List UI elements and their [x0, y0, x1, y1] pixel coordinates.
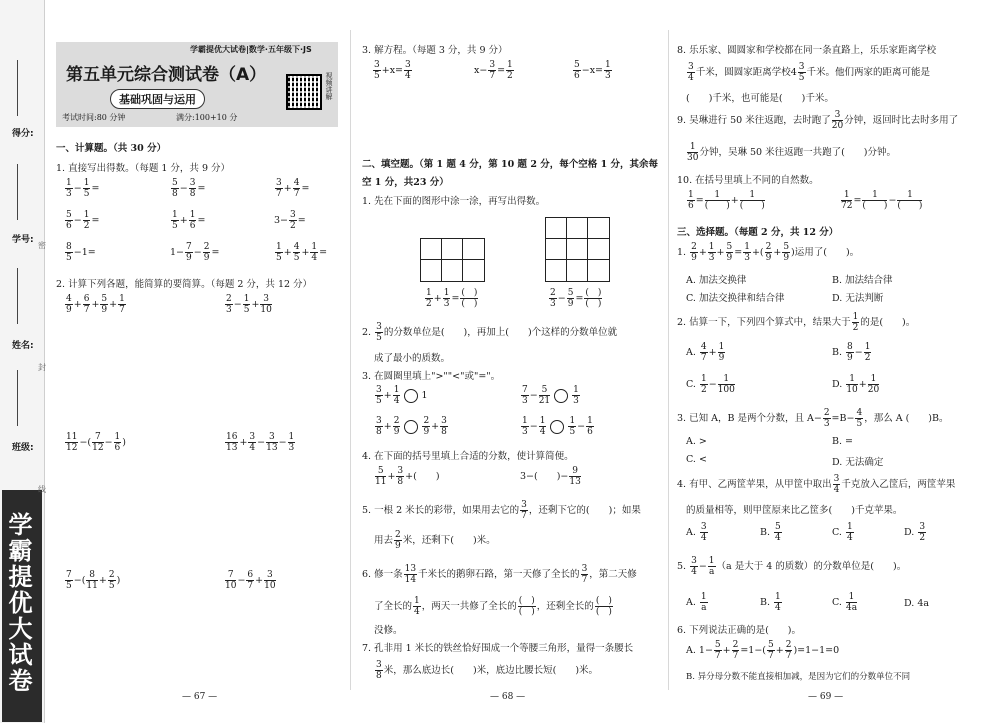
expr-1-5: $\frac{1}{5}$ + $\frac{1}{6}$ =: [172, 210, 206, 231]
choice-2-option-a: A. $\frac{4}{7}$ + $\frac{1}{9}$: [686, 342, 725, 363]
expr-2-6: $\frac{7}{10}$ − $\frac{6}{7}$ + $\frac{3}{10}$: [225, 570, 276, 591]
expr-1-1: $\frac{1}{3}$ − $\frac{1}{5}$ =: [66, 178, 100, 199]
compare-1: $\frac{3}{5}$ + $\frac{1}{4}$ 1: [376, 385, 428, 406]
fill-question-8: 8. 乐乐家、圆圆家和学校都在同一条直路上，乐乐家距离学校: [677, 45, 937, 56]
question-3: 3. 解方程。（每题 3 分，共 9 分）: [362, 45, 508, 56]
shading-grid-2: [545, 217, 610, 282]
qr-code: [286, 74, 322, 110]
choice-5-option-b: B. $\frac{1}{4}$: [760, 592, 781, 613]
score-line: [17, 60, 18, 116]
page-title: 第五单元综合测试卷（A）: [66, 65, 267, 85]
fill-question-10: 10. 在括号里填上不同的自然数。: [677, 175, 819, 186]
brand-text: 学霸提优大试卷: [4, 512, 32, 694]
choice-2-option-c: C. $\frac{1}{2}$ − $\frac{1}{100}$: [686, 374, 735, 395]
name-line: [17, 268, 18, 324]
cut-mark-2: 封: [38, 363, 46, 372]
choice-3-option-a: A. >: [686, 436, 707, 447]
fill-question-3: 3. 在圆圈里填上">""<"或"="。: [362, 371, 501, 382]
choice-4-option-d: D. $\frac{3}{2}$: [904, 522, 926, 543]
fill-question-6-cont: 了全长的 $\frac{1}{4}$ ，两天一共修了全长的 $\frac{( )}{( )}$ ，还剩全长的 $\frac{( )}{( )}$: [374, 596, 612, 617]
choice-6-option-b: B. 异分母分数不能直接相加减，是因为它们的分数单位不同: [686, 672, 911, 682]
question-2: 2. 计算下列各题，能简算的要简算。（每题 2 分，共 12 分）: [56, 279, 313, 290]
choice-3-option-b: B. =: [832, 436, 853, 447]
expr-2-5: $\frac{7}{5}$ −( $\frac{8}{11}$ + $\frac{2}{5}$ ): [66, 570, 121, 591]
choice-question-3: 3. 已知 A，B 是两个分数，且 A− $\frac{2}{3}$ =B− $\frac{4}{5}$ ，那么 A ( )B。: [677, 408, 949, 429]
expr-1-6: 3− $\frac{3}{2}$ =: [274, 210, 306, 231]
expr-2-3: $\frac{11}{12}$ −( $\frac{7}{12}$ − $\frac{1}{6}$ ): [66, 432, 126, 453]
choice-1-option-d: D. 无法判断: [832, 293, 884, 304]
qr-label: 视频讲解: [325, 72, 333, 100]
compare-3: $\frac{3}{8}$ + $\frac{2}{9}$ $\frac{2}{9}$ + $\frac{3}{8}$: [376, 416, 447, 437]
choice-question-4: 4. 有甲、乙两筐苹果，从甲筐中取出 $\frac{3}{4}$ 千克放入乙筐后，两筐苹果: [677, 474, 956, 495]
fill-question-5-cont: 用去 $\frac{2}{9}$ 米，还剩下( )米。: [374, 530, 496, 551]
expr-1-8: 1− $\frac{7}{9}$ − $\frac{2}{9}$ =: [170, 242, 220, 263]
name-label: 姓名:: [12, 341, 34, 351]
fill-question-2: 2. $\frac{3}{5}$ 的分数单位是( )，再加上( )个这样的分数单位就: [362, 322, 618, 343]
fill-question-6: 6. 修一条 $\frac{13}{14}$ 千米长的鹅卵石路，第一天修了全长的 $\frac{3}{7}$ ，第二天修: [362, 564, 637, 585]
cut-mark-3: 线: [38, 485, 46, 494]
fill-question-5: 5. 一根 2 米长的彩带，如果用去它的 $\frac{3}{7}$ ，还剩下它的( )；如果: [362, 500, 641, 521]
page-number-68: — 68 —: [490, 692, 526, 702]
page-number-69: — 69 —: [808, 692, 844, 702]
choice-2-option-d: D. $\frac{1}{10}$ + $\frac{1}{20}$: [832, 374, 880, 395]
equation-1: $\frac{3}{5}$ +x= $\frac{3}{4}$: [374, 60, 411, 81]
id-line: [17, 164, 18, 220]
choice-1-option-b: B. 加法结合律: [832, 275, 893, 286]
class-line: [17, 370, 18, 426]
cut-mark-1: 密: [38, 241, 46, 250]
section-2-heading-cont: 空 1 分，共23 分）: [362, 177, 449, 188]
expr-2-4: $\frac{16}{13}$ + $\frac{3}{4}$ − $\frac{3}{13}$ − $\frac{1}{3}$: [226, 432, 295, 453]
full-score: 满分:100+10 分: [176, 113, 238, 122]
column-divider-2: [668, 30, 669, 690]
compare-4: $\frac{1}{3}$ − $\frac{1}{4}$ $\frac{1}{5}$ − $\frac{1}{6}$: [522, 416, 593, 437]
expr-1-3: $\frac{3}{7}$ + $\frac{4}{7}$ =: [276, 178, 310, 199]
fill-question-7: 7. 孔非用 1 米长的铁丝恰好围成一个等腰三角形，量得一条腰长: [362, 643, 634, 654]
expr-1-4: $\frac{5}{6}$ − $\frac{1}{2}$ =: [66, 210, 100, 231]
subtitle-badge: 基础巩固与运用: [110, 89, 205, 109]
choice-question-2: 2. 估算一下，下列四个算式中，结果大于 $\frac{1}{2}$ 的是( )。: [677, 312, 916, 333]
id-label: 学号:: [12, 235, 34, 245]
compare-2: $\frac{7}{3}$ − $\frac{5}{21}$ $\frac{1}{3}$: [522, 385, 579, 406]
natural-number-1: $\frac{1}{6}$ = $\frac{1}{( )}$ + $\frac{1}{( )}$: [688, 190, 765, 211]
column-divider-1: [350, 30, 351, 690]
fill-question-2-cont: 成了最小的质数。: [374, 353, 451, 364]
choice-question-4-cont: 的质量相等，则甲筐原来比乙筐多( )千克苹果。: [686, 505, 903, 516]
equation-3: $\frac{5}{6}$ −x= $\frac{1}{3}$: [574, 60, 611, 81]
equation-2: x− $\frac{3}{7}$ = $\frac{1}{2}$: [474, 60, 513, 81]
expr-2-2: $\frac{2}{3}$ − $\frac{1}{5}$ + $\frac{3}{10}$: [226, 294, 272, 315]
choice-2-option-b: B. $\frac{8}{9}$ − $\frac{1}{2}$: [832, 342, 871, 363]
choice-4-option-a: A. $\frac{3}{4}$: [686, 522, 707, 543]
expr-1-2: $\frac{5}{8}$ − $\frac{3}{8}$ =: [172, 178, 206, 199]
expr-1-7: $\frac{8}{5}$ −1=: [66, 242, 96, 263]
choice-5-option-c: C. $\frac{1}{4a}$: [832, 592, 858, 613]
choice-5-option-d: D. 4a: [904, 598, 930, 609]
choice-1-option-a: A. 加法交换律: [686, 275, 747, 286]
series-tag: 学霸提优大试卷|数学·五年级下·JS: [190, 45, 312, 54]
fill-question-9-cont: $\frac{1}{30}$ 分钟，吴琳 50 米往返跑一共跑了( )分钟。: [687, 142, 896, 163]
choice-1-option-c: C. 加法交换律和结合律: [686, 293, 785, 304]
fill-question-6-end: 没修。: [374, 625, 403, 636]
fill-question-8-cont: $\frac{3}{4}$ 千米，圆圆家距离学校4 $\frac{3}{5}$ 千米。他们两家的距离可能是: [688, 62, 931, 83]
choice-6-option-a: A. 1− $\frac{5}{7}$ + $\frac{2}{7}$ =1−( $\frac{5}{7}$ + $\frac{2}{7}$ )=1−1=0: [686, 640, 840, 661]
class-label: 班级:: [12, 443, 34, 453]
question-1: 1. 直接写出得数。（每题 1 分，共 9 分）: [56, 163, 231, 174]
section-2-heading: 二、填空题。（第 1 题 4 分，第 10 题 2 分，每个空格 1 分，其余每: [362, 159, 658, 170]
choice-question-1: 1. $\frac{2}{9}$ + $\frac{1}{3}$ + $\frac{5}{9}$ = $\frac{1}{3}$ +( $\frac{2}{9}$ + $\frac{5}{9}$ )运用了( )。: [677, 242, 860, 263]
fill-question-1: 1. 先在下面的图形中涂一涂，再写出得数。: [362, 196, 546, 207]
expr-1-9: $\frac{1}{5}$ + $\frac{4}{5}$ + $\frac{1}{4}$ =: [276, 242, 328, 263]
choice-5-option-a: A. $\frac{1}{a}$: [686, 592, 707, 613]
choice-3-option-d: D. 无法确定: [832, 457, 884, 468]
choice-question-5: 5. $\frac{3}{4}$ − $\frac{1}{a}$ （a 是大于 4 的质数）的分数单位是( )。: [677, 556, 907, 577]
section-3-heading: 三、选择题。（每题 2 分，共 12 分）: [677, 227, 839, 238]
choice-4-option-c: C. $\frac{1}{4}$: [832, 522, 853, 543]
fill-question-9: 9. 吴琳进行 50 米往返跑，去时跑了 $\frac{3}{20}$ 分钟，返回时比去时多用了: [677, 110, 959, 131]
fill-question-7-cont: $\frac{3}{8}$ 米，那么底边长( )米，底边比腰长短( )米。: [376, 660, 599, 681]
simplify-1: $\frac{5}{11}$ + $\frac{3}{8}$ +( ): [375, 466, 440, 487]
natural-number-2: $\frac{1}{72}$ = $\frac{1}{( )}$ − $\frac{1}{( )}$: [841, 190, 923, 211]
simplify-2: 3−( )− $\frac{9}{13}$: [520, 466, 581, 487]
expr-2-1: $\frac{4}{9}$ + $\frac{6}{7}$ + $\frac{5}{9}$ + $\frac{1}{7}$: [66, 294, 125, 315]
choice-question-6: 6. 下列说法正确的是( )。: [677, 625, 801, 636]
choice-4-option-b: B. $\frac{5}{4}$: [760, 522, 781, 543]
grid-2-expression: $\frac{2}{3}$ − $\frac{5}{9}$ = $\frac{( )}{( )}$: [550, 288, 602, 309]
page-number-67: — 67 —: [182, 692, 218, 702]
section-1-heading: 一、计算题。（共 30 分）: [56, 143, 167, 154]
choice-3-option-c: C. <: [686, 454, 707, 465]
fill-question-4: 4. 在下面的括号里填上合适的分数，使计算简便。: [362, 451, 574, 462]
shading-grid-1: [420, 238, 485, 282]
fill-question-8-end: ( )千米，也可能是( )千米。: [686, 93, 834, 104]
grid-1-expression: $\frac{1}{2}$ + $\frac{1}{3}$ = $\frac{( )}{( )}$: [426, 288, 478, 309]
exam-time: 考试时间:80 分钟: [62, 113, 126, 122]
score-label: 得分:: [12, 129, 34, 139]
